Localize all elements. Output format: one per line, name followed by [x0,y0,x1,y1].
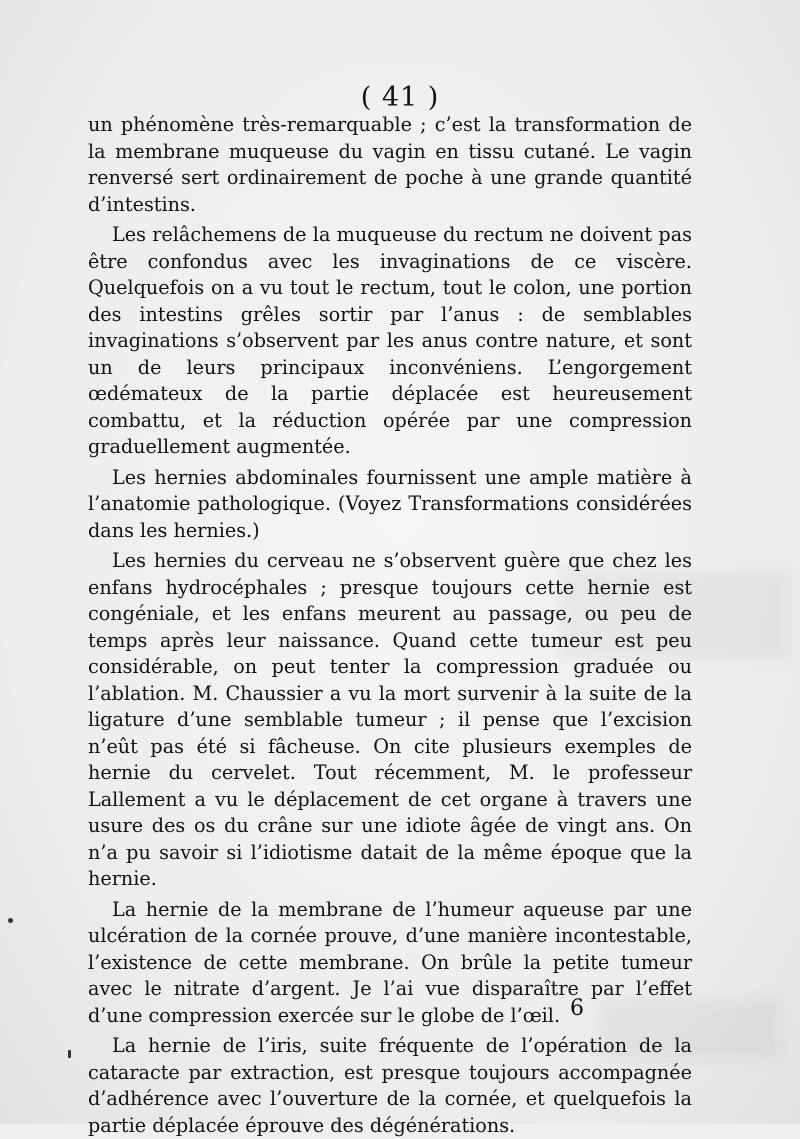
body-text [88,112,692,1139]
paragraph: La hernie de l’iris, suite fréquente de l’opération de la cataracte par extraction, est presque toujours accompagnée d’adhérence avec l’ouverture de la cornée, et quelquefois la partie déplacée éprouve des dégénérations. [88,1034,692,1137]
paragraph: Les hernies abdominales fournissent une ample matière à l’anatomie pathologique. (Voyez Transformations considérées dans les hernies.) [88,465,692,542]
paragraph: La hernie de la membrane de l’humeur aqueuse par une ulcération de la cornée prouve, d’une manière incontestable, l’existence de cette membrane. On brûle la petite tumeur avec le nitrate d’argent. Je l’ai vue disparaître par l’effet d’une compression exercée sur le globe de l’œil. [88,897,692,1027]
signature-mark: 6 [570,996,584,1021]
ink-speck [8,918,13,923]
page-number: ( 41 ) [360,82,440,113]
paragraph: un phénomène très-remarquable ; c’est la transformation de la membrane muqueuse du vagin en tissu cutané. Le vagin renversé sert ordinairement de poche à une grande quantité d’intestins. [88,113,692,216]
paragraph: Les hernies du cerveau ne s’observent guère que chez les enfans hydrocéphales ; presque toujours cette hernie est congéniale, et les enfans meurent au passage, ou peu de temps après leur naissance. Quand cette tumeur est peu considérable, on peut tenter la compression graduée ou l’ablation. M. Chaussier a vu la mort survenir à la suite de la ligature d’une semblable tumeur ; il pense que l’excision n’eût pas été si fâcheuse. On cite plusieurs exemples de hernie du cervelet. Tout récemment, M. le professeur Lallement a vu le déplacement de cet organe à travers une usure des os du crâne sur une idiote âgée de vingt ans. On n’a pu savoir si l’idiotisme datait de la même époque que la hernie. [88,549,692,890]
ink-speck [68,1050,71,1058]
paragraph: Les relâchemens de la muqueuse du rectum ne doivent pas être confondus avec les invaginations de ce viscère. Quelquefois on a vu tout le rectum, tout le colon, une portion des intestins grêles sortir par l’anus : de semblables invaginations s’observent par les anus contre nature, et sont un de leurs principaux inconvéniens. L’engorgement œdémateux de la partie déplacée est heureusement combattu, et la réduction opérée par une compression graduellement augmentée. [88,223,692,458]
